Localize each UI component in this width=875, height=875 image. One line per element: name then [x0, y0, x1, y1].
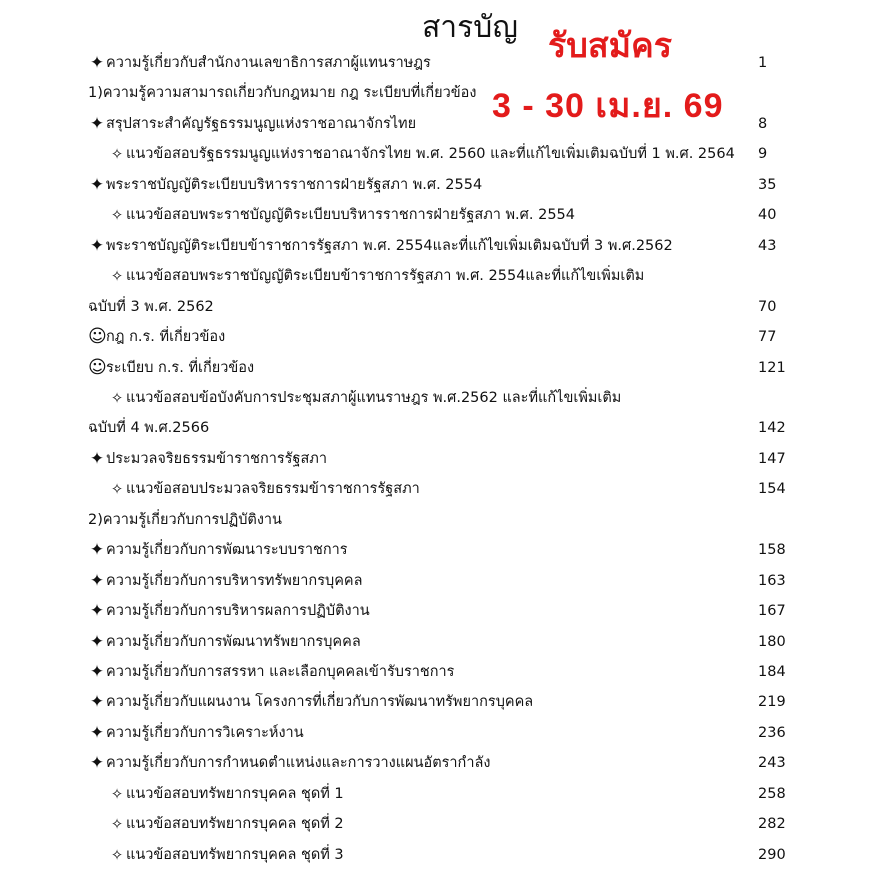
toc-entry — [0, 657, 875, 687]
toc-entry — [0, 292, 875, 322]
sparkle-outline-icon: ✧ — [110, 845, 124, 864]
four-point-star-icon: ✦ — [89, 662, 105, 682]
toc-entry — [0, 78, 875, 108]
toc-page-number: 158 — [758, 542, 786, 559]
toc-entry-title: กฎ ก.ร. ที่เกี่ยวข้อง — [106, 329, 226, 346]
toc-entry-title: ความรู้เกี่ยวกับการสรรหา และเลือกบุคคลเข้ารับราชการ — [106, 664, 455, 680]
toc-entry-title: ความรู้เกี่ยวกับแผนงาน โครงการที่เกี่ยวกับการพัฒนาทรัพยากรบุคคล — [106, 694, 534, 711]
toc-entry — [0, 322, 875, 352]
toc-page-number: 282 — [758, 816, 786, 833]
toc-entry — [0, 109, 875, 139]
toc-entry-title: ความรู้เกี่ยวกับการพัฒนาทรัพยากรบุคคล — [106, 633, 361, 650]
toc-page-number: 43 — [758, 237, 777, 254]
toc-entry-title: ความรู้เกี่ยวกับการพัฒนาระบบราชการ — [106, 542, 348, 559]
toc-entry-title: ความรู้เกี่ยวกับการบริหารผลการปฏิบัติงาน — [106, 603, 370, 620]
toc-page-number: 219 — [758, 694, 786, 711]
sparkle-outline-icon: ✧ — [110, 784, 124, 803]
toc-page-number: 184 — [758, 664, 786, 680]
toc-entry-title: ความรู้เกี่ยวกับสำนักงานเลขาธิการสภาผู้แทนราษฎร — [106, 55, 431, 71]
toc-entry — [0, 779, 875, 809]
toc-entry — [0, 809, 875, 839]
toc-entry — [0, 687, 875, 717]
toc-entry — [0, 596, 875, 626]
toc-entry — [0, 261, 875, 291]
four-point-star-icon: ✦ — [89, 601, 105, 622]
toc-page-number: 40 — [758, 207, 777, 224]
sparkle-outline-icon: ✧ — [110, 388, 124, 407]
toc-entry — [0, 444, 875, 474]
four-point-star-icon: ✦ — [89, 53, 105, 73]
toc-page-number: 167 — [758, 603, 786, 620]
banner-apply: รับสมัคร — [548, 27, 673, 65]
toc-page-number: 154 — [758, 481, 786, 498]
toc-page-number: 1 — [758, 55, 768, 71]
toc-page-number: 35 — [758, 176, 777, 193]
toc-entry-title: พระราชบัญญัติระเบียบบริหารราชการฝ่ายรัฐสภา พ.ศ. 2554 — [106, 176, 483, 193]
four-point-star-icon: ✦ — [89, 722, 105, 743]
toc-entry-title: ความรู้เกี่ยวกับการวิเคราะห์งาน — [106, 724, 304, 741]
toc-entry — [0, 48, 875, 78]
toc-entry-title: ฉบับที่ 3 พ.ศ. 2562 — [88, 298, 214, 315]
page-title: สารบัญ — [422, 10, 518, 45]
toc-entry — [0, 748, 875, 778]
toc-entry — [0, 566, 875, 596]
toc-entry-title: สรุปสาระสำคัญรัฐธรรมนูญแห่งราชอาณาจักรไทย — [106, 115, 417, 132]
toc-page-number: 142 — [758, 420, 786, 437]
toc-entry-title: แนวข้อสอบพระราชบัญญัติระเบียบบริหารราชการฝ่ายรัฐสภา พ.ศ. 2554 — [126, 207, 575, 224]
toc-entry-title: แนวข้อสอบรัฐธรรมนูญแห่งราชอาณาจักรไทย พ.ศ. 2560 และที่แก้ไขเพิ่มเติมฉบับที่ 1 พ.ศ. 2564 — [126, 146, 735, 163]
toc-entry-title: 2)ความรู้เกี่ยวกับการปฏิบัติงาน — [88, 511, 282, 528]
toc-entry-title: แนวข้อสอบทรัพยากรบุคคล ชุดที่ 2 — [126, 816, 344, 833]
toc-page-number: 163 — [758, 572, 786, 589]
sparkle-outline-icon: ✧ — [110, 206, 124, 225]
toc-entry — [0, 535, 875, 565]
banner-dates: 3 - 30 เม.ย. 69 — [492, 87, 724, 125]
toc-entry — [0, 840, 875, 870]
four-point-star-icon: ✦ — [89, 174, 105, 195]
sparkle-outline-icon: ✧ — [110, 145, 124, 164]
toc-page-number: 243 — [758, 755, 786, 772]
toc-entry-title: ประมวลจริยธรรมข้าราชการรัฐสภา — [106, 450, 328, 467]
sparkle-outline-icon: ✧ — [110, 815, 124, 834]
toc-entry — [0, 627, 875, 657]
four-point-star-icon: ✦ — [89, 113, 105, 134]
toc-page-number: 147 — [758, 450, 786, 467]
four-point-star-icon: ✦ — [89, 540, 105, 561]
toc-page-number: 258 — [758, 785, 786, 802]
toc-entry — [0, 718, 875, 748]
toc-entry — [0, 353, 875, 383]
toc-page-number: 180 — [758, 633, 786, 650]
toc-entry-title: 1)ความรู้ความสามารถเกี่ยวกับกฎหมาย กฎ ระเบียบที่เกี่ยวข้อง — [88, 85, 477, 102]
toc-entry-title: แนวข้อสอบประมวลจริยธรรมข้าราชการรัฐสภา — [126, 481, 420, 498]
toc-entry — [0, 413, 875, 443]
toc-entry-title: แนวข้อสอบพระราชบัญญัติระเบียบข้าราชการรัฐสภา พ.ศ. 2554และที่แก้ไขเพิ่มเติม — [126, 268, 645, 285]
toc-entry — [0, 139, 875, 169]
toc-entry-title: ความรู้เกี่ยวกับการบริหารทรัพยากรบุคคล — [106, 572, 363, 589]
four-point-star-icon: ✦ — [89, 631, 105, 652]
toc-page-number: 236 — [758, 724, 786, 741]
four-point-star-icon: ✦ — [89, 692, 105, 713]
toc-entry-title: พระราชบัญญัติระเบียบข้าราชการรัฐสภา พ.ศ. 2554และที่แก้ไขเพิ่มเติมฉบับที่ 3 พ.ศ.2562 — [106, 237, 673, 254]
smiley-face-icon: ☺ — [88, 326, 107, 348]
toc-page-number: 9 — [758, 146, 768, 163]
four-point-star-icon: ✦ — [89, 753, 105, 774]
toc-entry — [0, 505, 875, 535]
sparkle-outline-icon: ✧ — [110, 480, 124, 499]
sparkle-outline-icon: ✧ — [110, 267, 124, 286]
toc-entry-title: แนวข้อสอบข้อบังคับการประชุมสภาผู้แทนราษฎร พ.ศ.2562 และที่แก้ไขเพิ่มเติม — [126, 389, 622, 406]
toc-entry-title: ระเบียบ ก.ร. ที่เกี่ยวข้อง — [106, 359, 255, 376]
toc-page-number: 290 — [758, 846, 786, 863]
four-point-star-icon: ✦ — [89, 235, 105, 256]
toc-entry-title: ความรู้เกี่ยวกับการกำหนดตำแหน่งและการวางแผนอัตรากำลัง — [106, 755, 491, 772]
toc-entry — [0, 474, 875, 504]
toc-page-number: 121 — [758, 359, 786, 376]
toc-entry — [0, 383, 875, 413]
toc-entry-title: แนวข้อสอบทรัพยากรบุคคล ชุดที่ 3 — [126, 846, 344, 863]
toc-page-number: 77 — [758, 329, 777, 346]
toc-entry — [0, 170, 875, 200]
toc-page-number: 8 — [758, 115, 768, 132]
four-point-star-icon: ✦ — [89, 570, 105, 591]
toc-page-number: 70 — [758, 298, 777, 315]
toc-entry — [0, 231, 875, 261]
smiley-face-icon: ☺ — [88, 356, 107, 378]
four-point-star-icon: ✦ — [89, 448, 105, 469]
toc-entry-title: ฉบับที่ 4 พ.ศ.2566 — [88, 420, 210, 437]
toc-entry — [0, 200, 875, 230]
toc-entry-title: แนวข้อสอบทรัพยากรบุคคล ชุดที่ 1 — [126, 785, 344, 802]
